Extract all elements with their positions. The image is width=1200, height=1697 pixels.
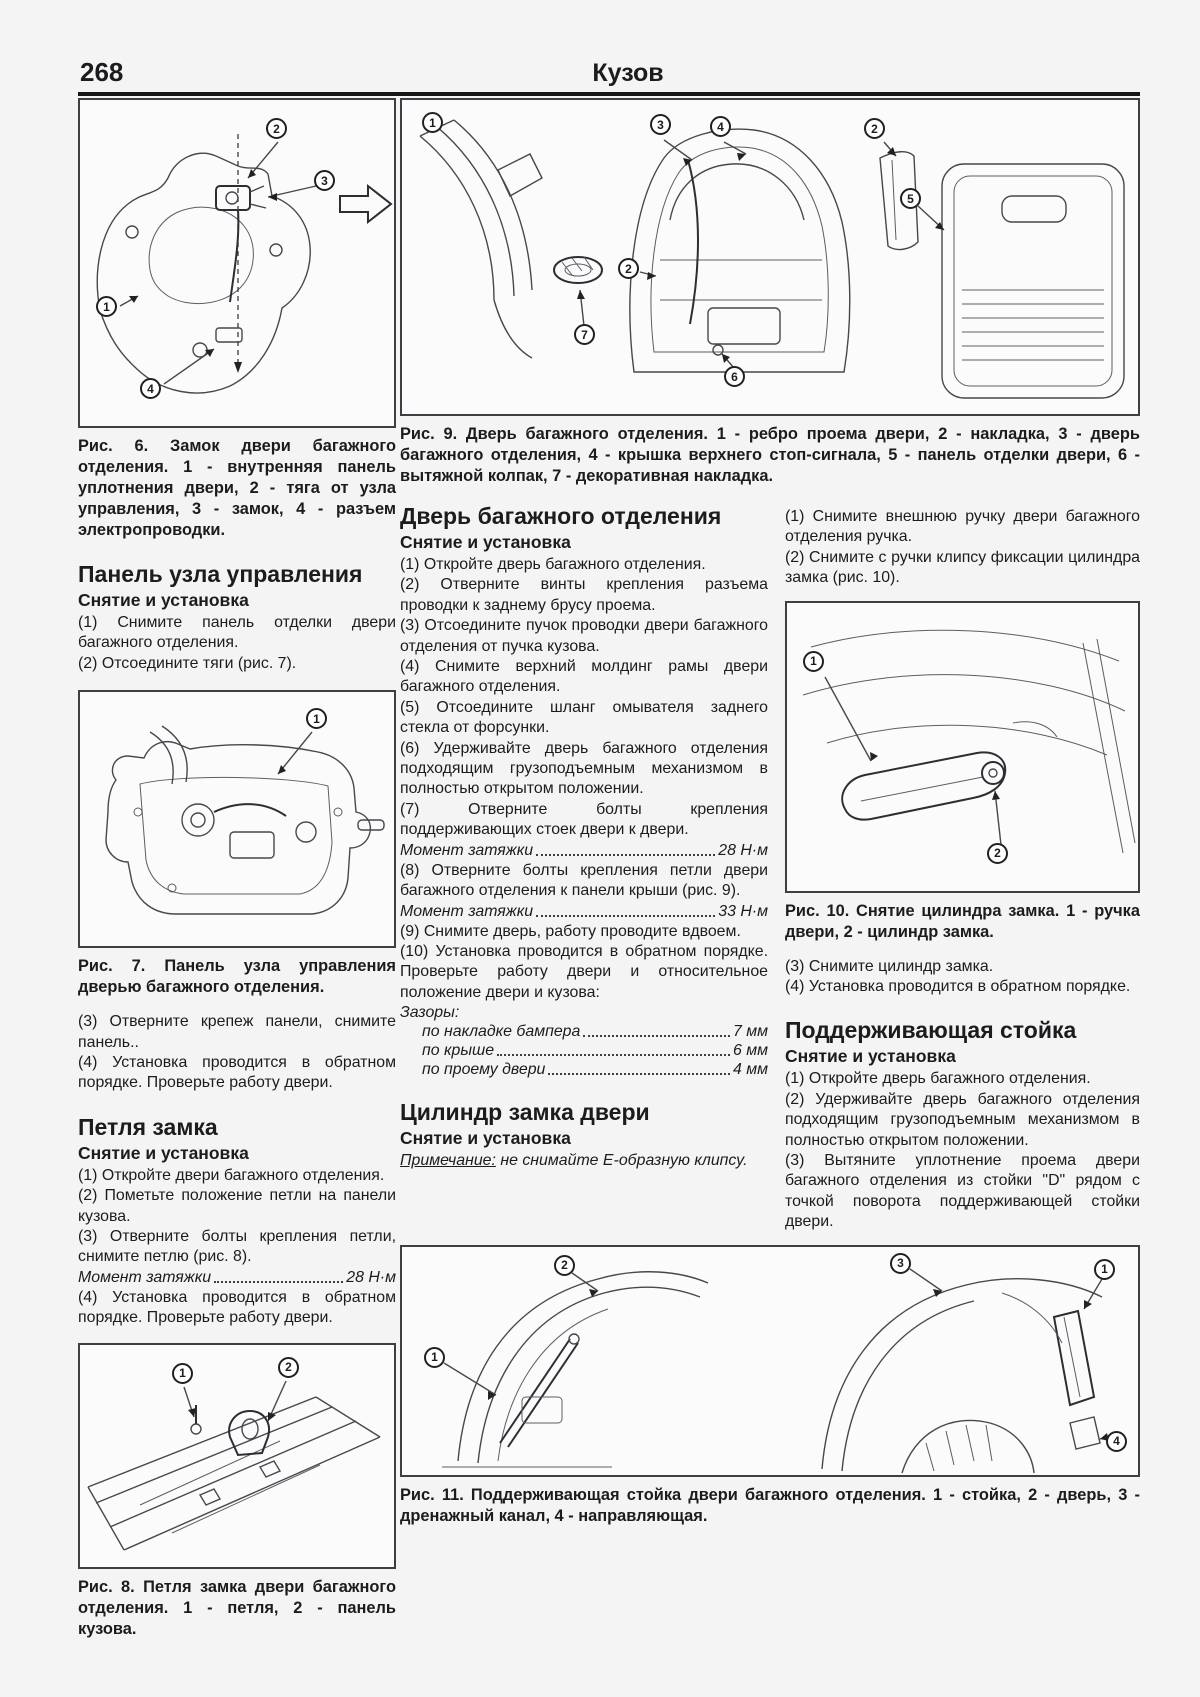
- step: (6) Удерживайте дверь багажного отделения подходящим грузоподъемным механизмом в полностью открытом положении.: [400, 739, 768, 798]
- callout-badge: [266, 118, 287, 139]
- step: (4) Установка проводится в обратном порядке. Проверьте работу двери.: [78, 1054, 396, 1092]
- figure-6-caption: Рис. 6. Замок двери багажного отделения. 1 - внутренняя панель уплотнения двери, 2 - тяга от узла управления, 3 - замок, 4 - разъем электропроводки.: [78, 437, 396, 539]
- callout-number: 2: [273, 121, 280, 136]
- step: (1) Откройте дверь багажного отделения.: [400, 556, 706, 573]
- figure-8-caption: Рис. 8. Петля замка двери багажного отделения. 1 - петля, 2 - панель кузова.: [78, 1577, 396, 1638]
- torque-label: Момент затяжки: [400, 841, 534, 859]
- callout-badge: [554, 1255, 575, 1276]
- note-label: Примечание:: [400, 1152, 496, 1170]
- step: (2) Пометьте положение петли на панели кузова.: [78, 1187, 396, 1225]
- callout-number: 4: [717, 119, 724, 134]
- callout-number: 5: [907, 191, 914, 206]
- callout-badge: [890, 1253, 911, 1274]
- torque-value: 33 Н·м: [718, 902, 768, 920]
- torque-value: 28 Н·м: [346, 1268, 396, 1286]
- callout-badge: [864, 118, 885, 139]
- callout-number: 3: [897, 1256, 904, 1271]
- gap-spec: [422, 1061, 768, 1079]
- torque-spec: [78, 1269, 396, 1287]
- dot-leader: [497, 1054, 730, 1056]
- dot-leader: [548, 1073, 730, 1075]
- torque-label: Момент затяжки: [78, 1268, 212, 1286]
- figure-9-drawing: [402, 100, 1138, 414]
- figure-6-drawing: [80, 100, 394, 426]
- step: (9) Снимите дверь, работу проводите вдвоем.: [400, 922, 741, 940]
- dot-leader: [536, 854, 715, 856]
- step: (5) Отсоедините шланг омывателя заднего стекла от форсунки.: [400, 698, 768, 737]
- left-column: [78, 98, 396, 1640]
- gap-spec: [422, 1042, 768, 1060]
- figure-6: [78, 98, 396, 428]
- callout-number: 4: [1113, 1434, 1120, 1449]
- section-title-strut: Поддерживающая стойка: [785, 1017, 1077, 1044]
- callout-badge: [314, 170, 335, 191]
- callout-number: 1: [179, 1366, 186, 1381]
- section-subtitle: Снятие и установка: [78, 1142, 249, 1163]
- section-title-hinge: Петля замка: [78, 1113, 218, 1140]
- gap-label: по крыше: [422, 1042, 495, 1060]
- callout-number: 3: [657, 117, 664, 132]
- figure-7-drawing: [80, 692, 394, 946]
- callout-number: 2: [561, 1258, 568, 1273]
- callout-badge: [574, 324, 595, 345]
- torque-spec: [400, 903, 768, 921]
- figure-10-caption: Рис. 10. Снятие цилиндра замка. 1 - ручка двери, 2 - цилиндр замка.: [785, 901, 1140, 941]
- gap-label: по накладке бампера: [422, 1023, 581, 1041]
- figure-7-caption: Рис. 7. Панель узла управления дверью багажного отделения.: [78, 957, 396, 997]
- section-title-door: Дверь багажного отделения: [400, 503, 722, 529]
- callout-number: 2: [625, 261, 632, 276]
- step: (1) Снимите панель отделки двери багажного отделения.: [78, 614, 396, 652]
- section-subtitle: Снятие и установка: [78, 590, 249, 610]
- callout-badge: [1106, 1431, 1127, 1452]
- callout-badge: [650, 114, 671, 135]
- callout-number: 1: [810, 654, 817, 669]
- section-subtitle: Снятие и установка: [400, 532, 571, 552]
- figure-11-drawing: [402, 1247, 1138, 1475]
- callout-number: 1: [103, 299, 110, 314]
- step: (4) Установка проводится в обратном порядке. Проверьте работу двери.: [78, 1288, 396, 1327]
- page-title: Кузов: [592, 59, 664, 87]
- callout-badge: [724, 366, 745, 387]
- callout-number: 1: [431, 1350, 438, 1365]
- callout-badge: [987, 843, 1008, 864]
- gaps-label: Зазоры:: [400, 1004, 460, 1022]
- torque-value: 28 Н·м: [718, 841, 768, 859]
- callout-badge: [278, 1357, 299, 1378]
- callout-number: 6: [731, 369, 738, 384]
- note-text: не снимайте Е-образную клипсу.: [495, 1152, 748, 1170]
- figure-9-caption: Рис. 9. Дверь багажного отделения. 1 - ребро проема двери, 2 - накладка, 3 - дверь багажного отделения, 4 - крышка верхнего стоп-сигнала, 5 - панель отделки двери, 6 - вытяжной колпак, 7 - декоративная накладка.: [400, 425, 1140, 485]
- text-columns: [400, 497, 1140, 1233]
- callout-number: 3: [321, 173, 328, 188]
- middle-column: [400, 497, 768, 1233]
- callout-badge: [710, 116, 731, 137]
- callout-badge: [1094, 1259, 1115, 1280]
- step: (2) Отсоедините тяги (рис. 7).: [78, 654, 297, 672]
- figure-8-drawing: [80, 1345, 394, 1567]
- step: (3) Вытяните уплотнение проема двери багажного отделения из стойки "D" рядом с точкой поворота поддерживающей стойки двери.: [785, 1152, 1140, 1231]
- section-subtitle: Снятие и установка: [785, 1046, 956, 1067]
- step: (8) Отверните болты крепления петли двери багажного отделения к панели крыши (рис. 9).: [400, 861, 768, 900]
- gap-spec: [422, 1023, 768, 1041]
- figure-9: [400, 98, 1140, 416]
- dot-leader: [583, 1035, 730, 1037]
- step: (2) Удерживайте дверь багажного отделения подходящим грузоподъемным механизмом в полностью открытом положении.: [785, 1090, 1140, 1149]
- figure-8: [78, 1343, 396, 1569]
- figure-10: [785, 601, 1140, 893]
- callout-number: 1: [429, 115, 436, 130]
- step: (3) Снимите цилиндр замка.: [785, 957, 994, 975]
- callout-number: 2: [285, 1360, 292, 1375]
- gap-value: 6 мм: [732, 1042, 768, 1060]
- callout-badge: [803, 651, 824, 672]
- callout-badge: [96, 296, 117, 317]
- step: (10) Установка проводится в обратном порядке. Проверьте работу двери и относительное положение двери и кузова:: [400, 942, 768, 1001]
- note: [400, 1151, 768, 1171]
- callout-number: 2: [994, 846, 1001, 861]
- gap-value: 4 мм: [732, 1061, 768, 1079]
- callout-number: 7: [581, 327, 588, 342]
- step: (4) Установка проводится в обратном порядке.: [785, 978, 1131, 996]
- callout-badge: [424, 1347, 445, 1368]
- section-title-cylinder: Цилиндр замка двери: [400, 1099, 650, 1126]
- torque-label: Момент затяжки: [400, 902, 534, 920]
- callout-number: 1: [313, 711, 320, 726]
- step: (3) Отверните болты крепления петли, снимите петлю (рис. 8).: [78, 1228, 396, 1266]
- step: (1) Откройте двери багажного отделения.: [78, 1166, 385, 1184]
- step: (4) Снимите верхний молдинг рамы двери багажного отделения.: [400, 658, 768, 696]
- step: (1) Снимите внешнюю ручку двери багажного отделения ручка.: [785, 508, 1140, 546]
- callout-badge: [140, 378, 161, 399]
- callout-badge: [172, 1363, 193, 1384]
- step: (3) Отверните крепеж панели, снимите панель..: [78, 1013, 396, 1051]
- section-subtitle: Снятие и установка: [400, 1128, 571, 1149]
- callout-badge: [422, 112, 443, 133]
- step: (7) Отверните болты крепления поддерживающих стоек двери к двери.: [400, 800, 768, 839]
- torque-spec: [400, 842, 768, 860]
- dot-leader: [536, 915, 715, 917]
- figure-11-caption: Рис. 11. Поддерживающая стойка двери багажного отделения. 1 - стойка, 2 - дверь, 3 - дренажный канал, 4 - направляющая.: [400, 1485, 1140, 1525]
- right-area: [400, 98, 1140, 1527]
- callout-number: 2: [871, 121, 878, 136]
- callout-badge: [618, 258, 639, 279]
- step: (2) Снимите с ручки клипсу фиксации цилиндра замка (рис. 10).: [785, 548, 1140, 587]
- figure-11: [400, 1245, 1140, 1477]
- dot-leader: [214, 1281, 343, 1283]
- step: (3) Отсоедините пучок проводки двери багажного отделения от пучка кузова.: [400, 617, 768, 655]
- callout-number: 1: [1101, 1262, 1108, 1277]
- right-column: [785, 497, 1140, 1233]
- callout-badge: [900, 188, 921, 209]
- step: (2) Отверните винты крепления разъема проводки к заднему брусу проема.: [400, 576, 768, 614]
- page-number: 268: [80, 57, 124, 87]
- figure-10-drawing: [787, 603, 1138, 891]
- callout-number: 4: [147, 381, 154, 396]
- section-title-panel: Панель узла управления: [78, 561, 363, 587]
- page-header: [78, 52, 1140, 96]
- step: (1) Откройте дверь багажного отделения.: [785, 1070, 1091, 1088]
- figure-7: [78, 690, 396, 948]
- gap-value: 7 мм: [732, 1023, 768, 1041]
- gap-label: по проему двери: [422, 1061, 546, 1079]
